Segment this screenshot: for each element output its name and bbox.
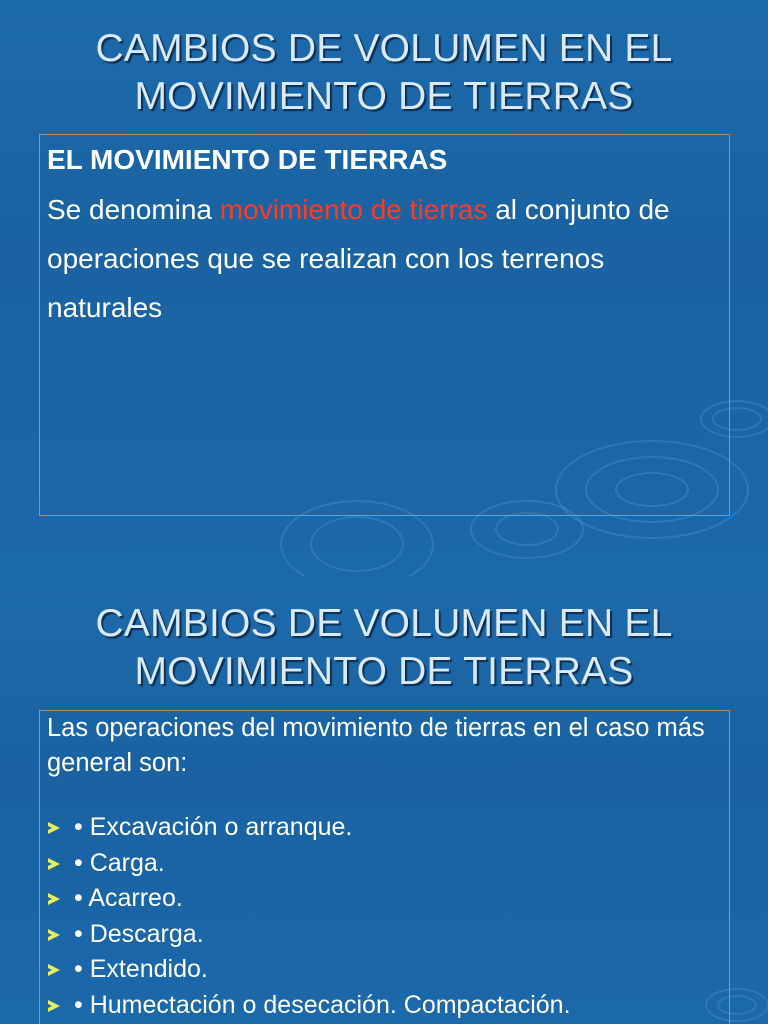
slide-2 (0, 576, 768, 1024)
arrow-bullet-icon (48, 893, 60, 905)
content-box (39, 710, 730, 1024)
definition-paragraph (47, 185, 719, 332)
content-box (39, 134, 730, 516)
arrow-bullet-icon (48, 1000, 60, 1012)
paragraph-text-before: Se denomina (47, 194, 220, 225)
paragraph-text-after: al conjunto de operaciones que se realizan con los terrenos naturales (47, 194, 670, 323)
highlighted-term: movimiento de tierras (219, 194, 488, 225)
list-item: • Excavación o arranque. (47, 810, 719, 846)
list-item: • Extendido. (47, 952, 719, 988)
list-item: • Acarreo. (47, 881, 719, 917)
slide-title: CAMBIOS DE VOLUMEN EN EL MOVIMIENTO DE TIERRAS (95, 27, 673, 118)
list-item: • Descarga. (47, 917, 719, 953)
arrow-bullet-icon (48, 964, 60, 976)
arrow-bullet-icon (48, 822, 60, 834)
arrow-bullet-icon (48, 858, 60, 870)
section-heading: EL MOVIMIENTO DE TIERRAS (47, 144, 448, 175)
arrow-bullet-icon (48, 929, 60, 941)
list-item: • Humectación o desecación. Compactación. (47, 988, 719, 1024)
list-item: • Carga. (47, 846, 719, 882)
operations-list (47, 810, 719, 1023)
intro-text: Las operaciones del movimiento de tierras en el caso más general son: (47, 714, 705, 777)
slide-title: CAMBIOS DE VOLUMEN EN EL MOVIMIENTO DE TIERRAS (95, 602, 673, 693)
